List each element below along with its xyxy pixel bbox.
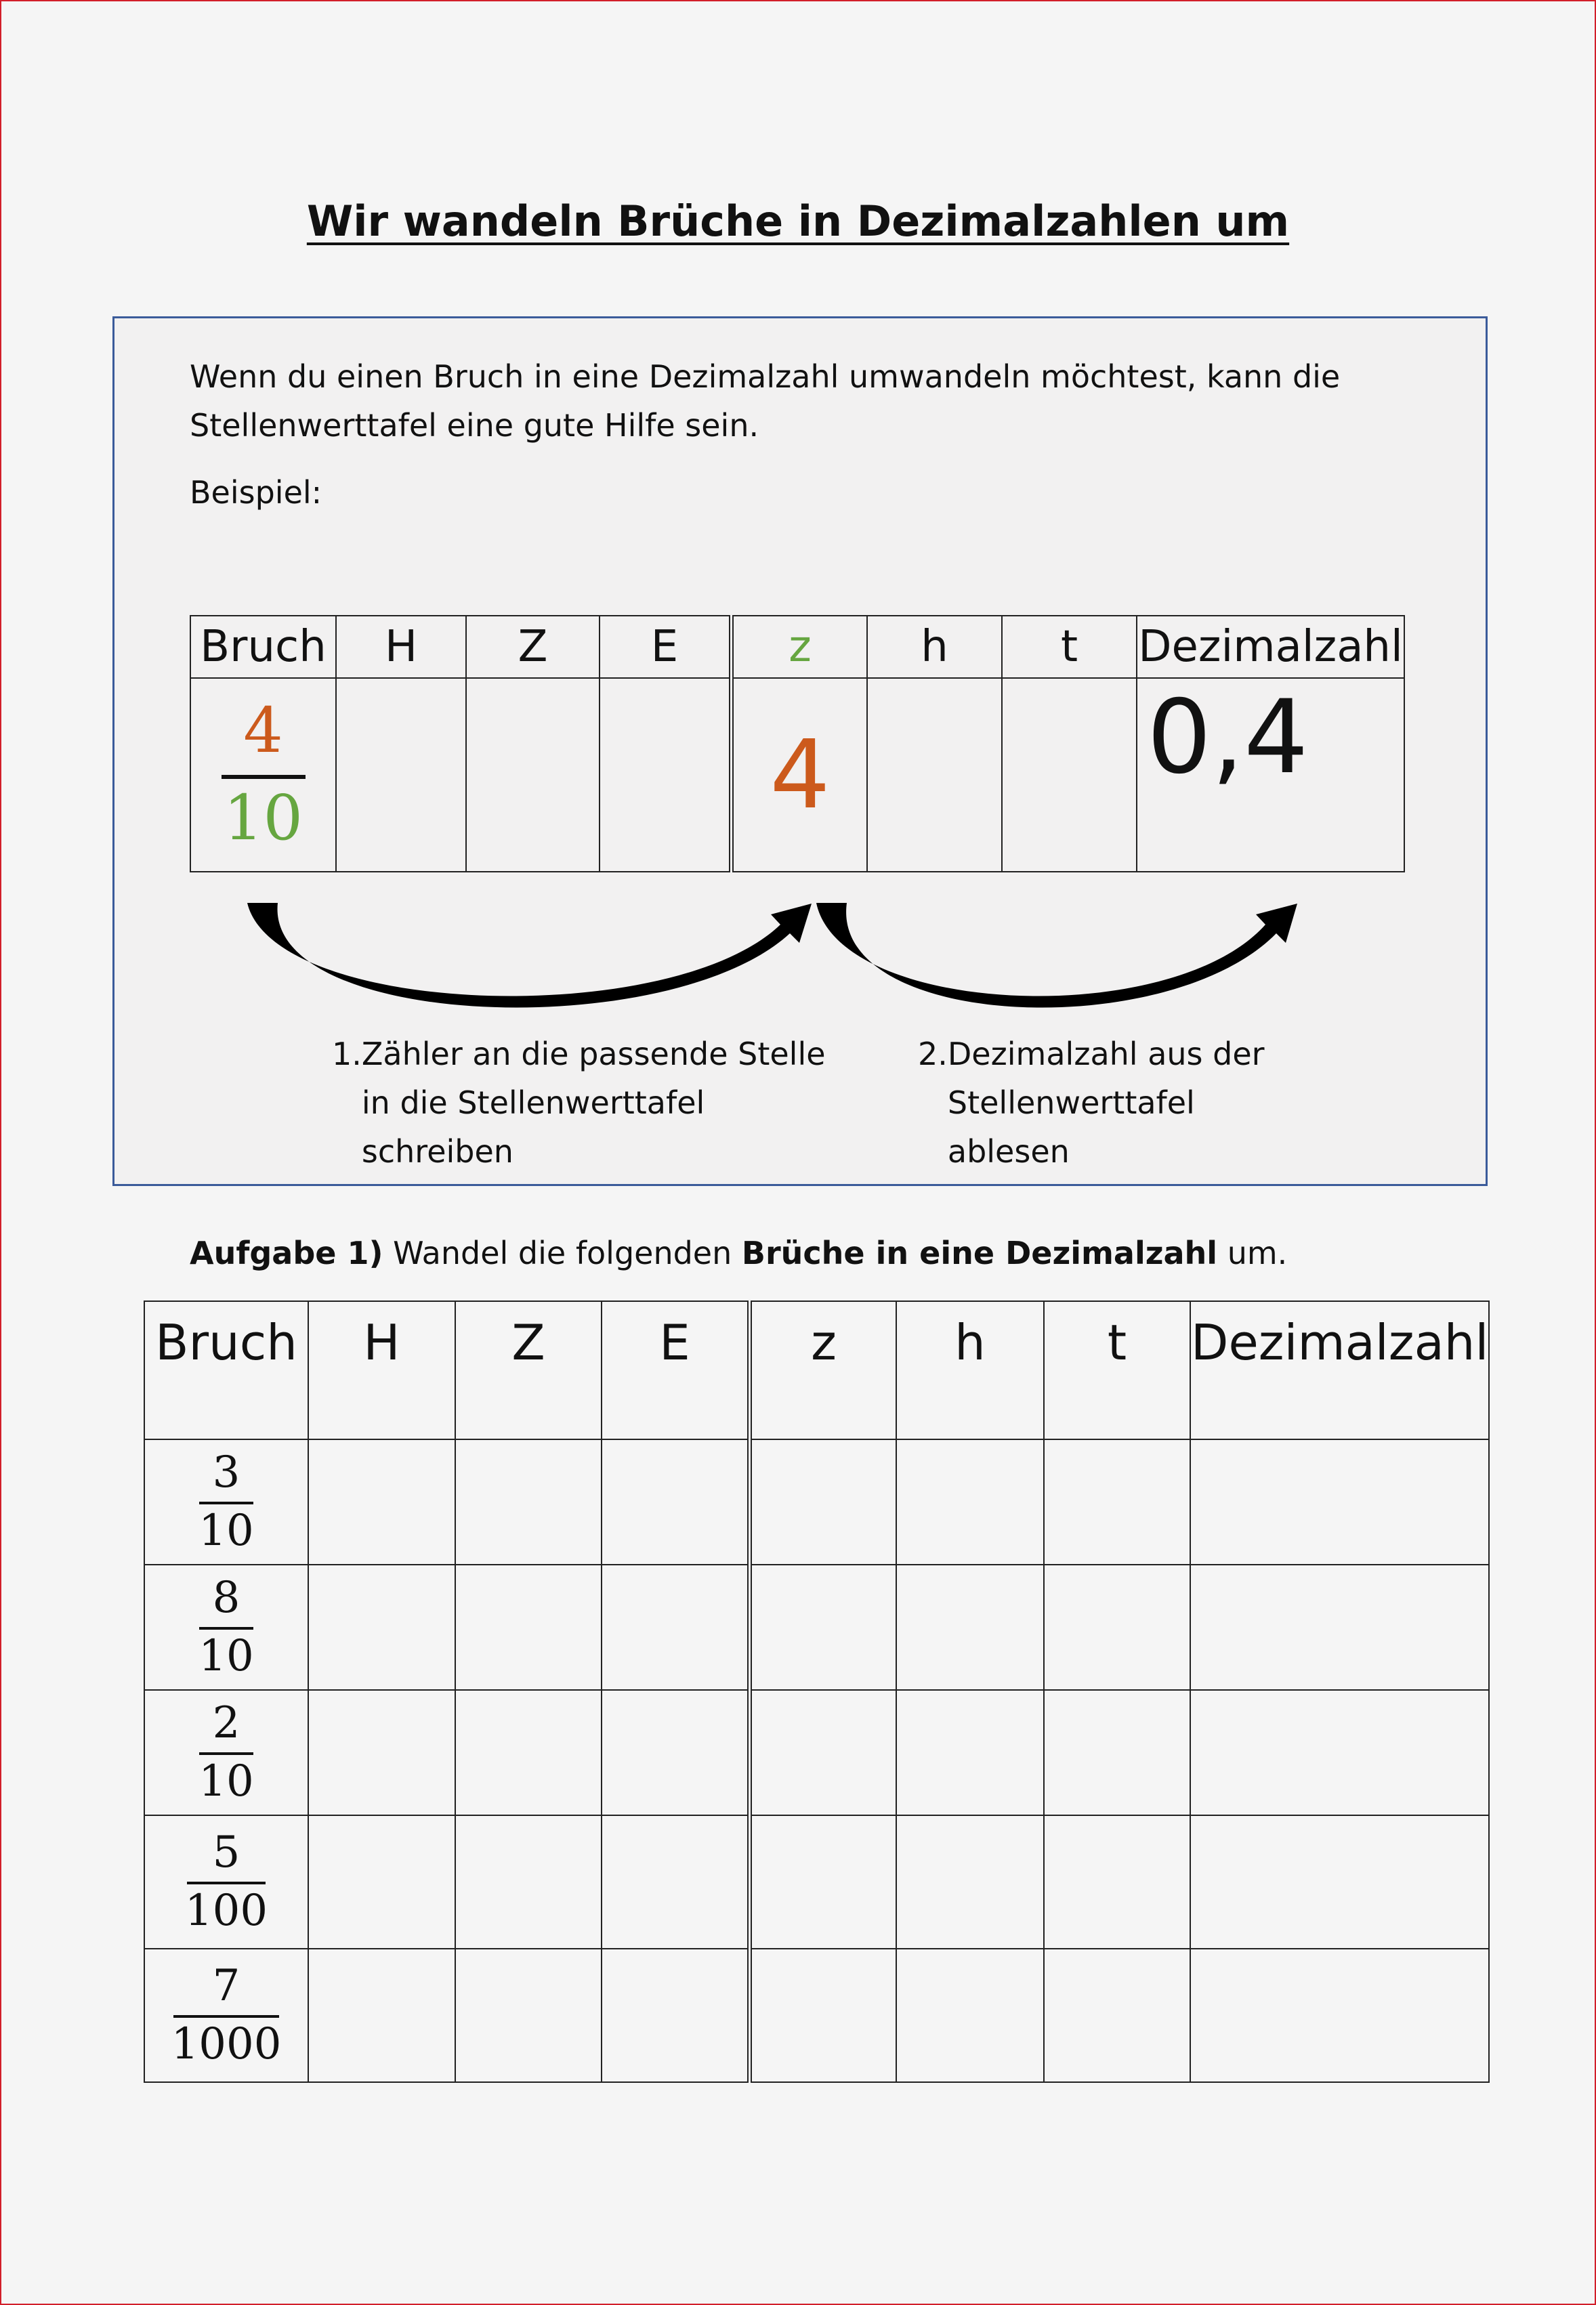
answer-cell[interactable] (308, 1815, 455, 1949)
task-text-b: um. (1227, 1235, 1288, 1271)
header-t: t (1002, 616, 1137, 678)
answer-cell[interactable] (455, 1815, 602, 1949)
fraction-cell (144, 1949, 308, 2082)
numerator: 3 (212, 1447, 240, 1498)
numerator: 5 (212, 1827, 240, 1878)
answer-cell[interactable] (896, 1439, 1044, 1565)
example-label: Beispiel: (190, 474, 322, 511)
example-decimal: 0,4 (1137, 678, 1404, 872)
fraction-bar (187, 1882, 266, 1884)
answer-cell[interactable] (750, 1815, 897, 1949)
answer-cell[interactable] (602, 1949, 750, 2082)
header-h-lower: h (867, 616, 1002, 678)
header-dezimalzahl: Dezimalzahl (1137, 616, 1404, 678)
answer-cell[interactable] (1044, 1439, 1190, 1565)
fraction-bar (173, 2015, 279, 2018)
decimal-answer-cell[interactable] (1190, 1690, 1489, 1815)
worksheet-table (144, 1300, 1490, 2083)
ws-header-t: t (1044, 1301, 1190, 1439)
task-instruction (190, 1235, 1287, 1271)
answer-cell[interactable] (750, 1565, 897, 1690)
ws-header-h: H (308, 1301, 455, 1439)
arrows-graphic (0, 0, 1596, 1084)
task-text-bold: Brüche in eine Dezimalzahl (741, 1235, 1218, 1271)
denominator: 10 (198, 1505, 254, 1556)
answer-cell[interactable] (896, 1949, 1044, 2082)
example-digit: 4 (770, 719, 831, 830)
answer-cell[interactable] (455, 1949, 602, 2082)
answer-cell[interactable] (1044, 1565, 1190, 1690)
numerator: 8 (212, 1573, 240, 1624)
step-2 (918, 1030, 1297, 1176)
fraction-cell (144, 1565, 308, 1690)
answer-cell[interactable] (455, 1439, 602, 1565)
table-row (144, 1815, 1489, 1949)
answer-cell[interactable] (308, 1565, 455, 1690)
fraction-bar (199, 1752, 253, 1755)
answer-cell[interactable] (455, 1565, 602, 1690)
decimal-answer-cell[interactable] (1190, 1815, 1489, 1949)
answer-cell[interactable] (1044, 1815, 1190, 1949)
denominator: 100 (184, 1885, 268, 1936)
denominator: 10 (198, 1756, 254, 1806)
step-1-text: Zähler an die passende Stelle in die Stellenwerttafel schreiben (361, 1036, 826, 1170)
header-bruch: Bruch (190, 616, 336, 678)
ws-header-z-upper: Z (455, 1301, 602, 1439)
step-1-number: 1. (332, 1036, 362, 1072)
header-z-upper: Z (466, 616, 600, 678)
step-2-number: 2. (918, 1036, 948, 1072)
answer-cell[interactable] (308, 1949, 455, 2082)
answer-cell[interactable] (308, 1690, 455, 1815)
denominator: 1000 (171, 2018, 282, 2069)
ws-header-bruch: Bruch (144, 1301, 308, 1439)
fraction-bar (199, 1627, 253, 1630)
fraction (198, 1698, 254, 1806)
page-title: Wir wandeln Brüche in Dezimalzahlen um (306, 196, 1290, 246)
task-text-a: Wandel die folgenden (393, 1235, 732, 1271)
worksheet-header-row (144, 1301, 1489, 1439)
step-1 (332, 1030, 860, 1176)
example-numerator: 4 (243, 694, 283, 767)
answer-cell[interactable] (1044, 1949, 1190, 2082)
curved-arrow-2 (816, 903, 1297, 1008)
answer-cell[interactable] (455, 1690, 602, 1815)
ws-header-z-lower: z (750, 1301, 897, 1439)
answer-cell[interactable] (896, 1690, 1044, 1815)
fraction (198, 1573, 254, 1681)
numerator: 2 (212, 1698, 240, 1749)
table-row (144, 1949, 1489, 2082)
answer-cell[interactable] (602, 1565, 750, 1690)
header-h: H (336, 616, 466, 678)
answer-cell[interactable] (750, 1690, 897, 1815)
ws-header-e: E (602, 1301, 750, 1439)
answer-cell[interactable] (602, 1439, 750, 1565)
example-denominator: 10 (223, 782, 303, 854)
answer-cell[interactable] (308, 1439, 455, 1565)
answer-cell[interactable] (750, 1439, 897, 1565)
fraction-cell (144, 1439, 308, 1565)
answer-cell[interactable] (1044, 1690, 1190, 1815)
task-label: Aufgabe 1) (190, 1235, 383, 1271)
intro-text: Wenn du einen Bruch in eine Dezimalzahl umwandeln möchtest, kann die Stellenwerttafel eine gute Hilfe sein. (190, 358, 1341, 444)
fraction (171, 1961, 282, 2069)
step-2-text: Dezimalzahl aus der Stellenwerttafel ablesen (947, 1036, 1265, 1170)
ws-header-h-lower: h (896, 1301, 1044, 1439)
table-row (144, 1439, 1489, 1565)
table-row (144, 1690, 1489, 1815)
table-row (144, 1565, 1489, 1690)
fraction (198, 1447, 254, 1556)
answer-cell[interactable] (896, 1565, 1044, 1690)
fraction (184, 1827, 268, 1936)
curved-arrow-1 (247, 903, 812, 1008)
denominator: 10 (198, 1630, 254, 1681)
answer-cell[interactable] (750, 1949, 897, 2082)
answer-cell[interactable] (602, 1815, 750, 1949)
fraction-bar (199, 1502, 253, 1504)
fraction-cell (144, 1690, 308, 1815)
answer-cell[interactable] (896, 1815, 1044, 1949)
numerator: 7 (212, 1961, 240, 2012)
ws-header-dezimalzahl: Dezimalzahl (1190, 1301, 1489, 1439)
header-e: E (600, 616, 732, 678)
decimal-answer-cell[interactable] (1190, 1439, 1489, 1565)
fraction-cell (144, 1815, 308, 1949)
answer-cell[interactable] (602, 1690, 750, 1815)
decimal-answer-cell[interactable] (1190, 1565, 1489, 1690)
header-z-lower: z (732, 616, 868, 678)
decimal-answer-cell[interactable] (1190, 1949, 1489, 2082)
